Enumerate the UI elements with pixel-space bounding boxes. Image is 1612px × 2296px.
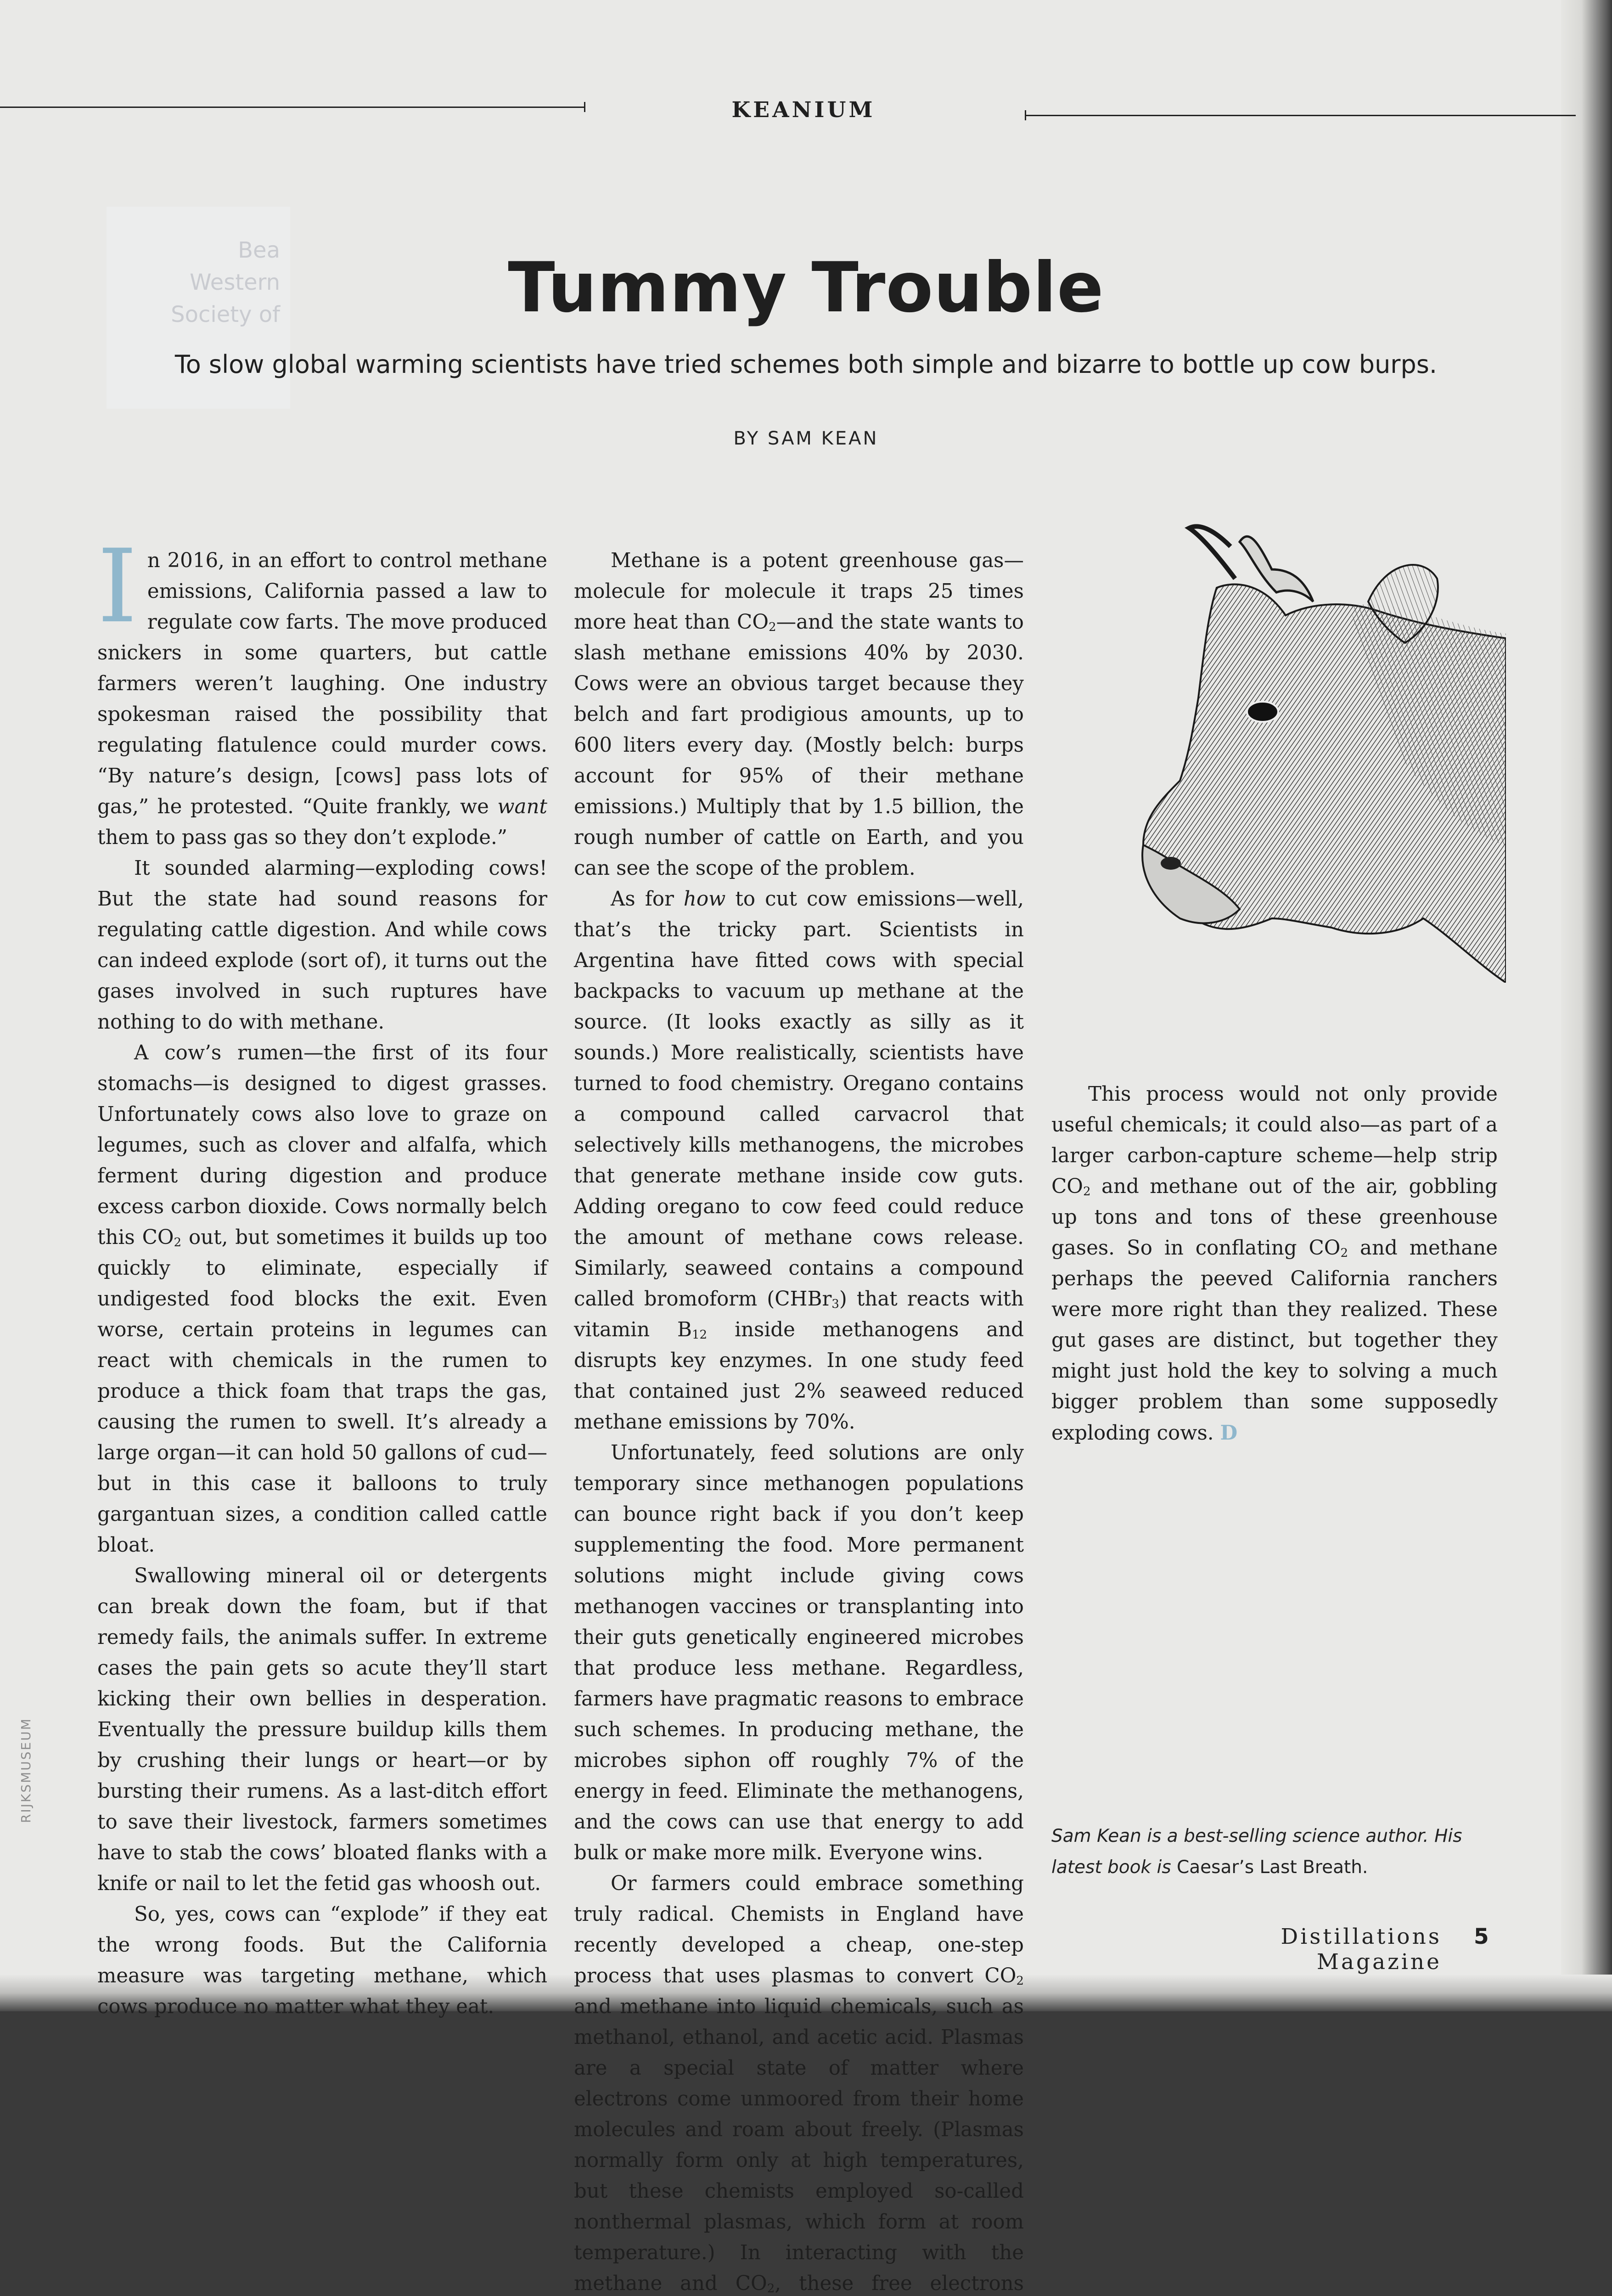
show-through-text: Bea Western Society of bbox=[171, 237, 280, 327]
header-rule-right-cap bbox=[1025, 110, 1026, 120]
paragraph-2: It sounded alarming—exploding cows! But the state had sound reasons for regulating cattle digestion. And while cows can indeed explode (sort of), it turns out the gases involved in such ruptures have nothing to do with methane. bbox=[97, 857, 547, 1034]
article-column-3 bbox=[1051, 1079, 1498, 1449]
paragraph-9: Or farmers could embrace something truly radical. Chemists in England have recently developed a cheap, one-step process that uses plasmas to convert $CO_2$ and methane into liquid chemicals, such as methanol, ethanol, and acetic acid. Plasmas are a special state of matter where electrons come unmoored from their home molecules and roam about freely. (Plasmas normally form only at high temperatures, but these chemists employed so-called nonthermal plasmas, which form at room temperature.) In interacting with the methane and $CO_2$, these free electrons bbox=[574, 1872, 1024, 2296]
cow-head bbox=[1142, 585, 1506, 983]
paragraph-6: Methane is a potent greenhouse gas—molecule for molecule it traps 25 times more heat than $CO_2—and$ the state wants to slash methane emissions 40% by 2030. Cows were an obvious target because they belch and fart prodigious amounts, up to 600 liters every day. (Mostly belch: burps account for 95% of their methane emissions.) Multiply that by 1.5 billion, the rough number of cattle on Earth, and you can see the scope of the problem. bbox=[574, 549, 1024, 880]
cow-eye bbox=[1247, 702, 1278, 722]
article-dek: To slow global warming scientists have tried schemes both simple and bizarre to bottle up cow burps. bbox=[174, 350, 1438, 379]
byline: BY SAM KEAN bbox=[733, 428, 879, 449]
paragraph-5: So, yes, cows can “explode” if they eat the wrong foods. But the California measure was targeting methane, which cows produce no matter what they eat. bbox=[97, 1903, 547, 2018]
page-number: 5 bbox=[1474, 1924, 1489, 1949]
section-label: KEANIUM bbox=[731, 97, 876, 123]
header-rule-left bbox=[0, 107, 585, 108]
paragraph-4: Swallowing mineral oil or detergents can break down the foam, but if that remedy fails, the animals suffer. In extreme cases the pain gets so acute they’ll start kicking their own bellies in desperation. Eventually the pressure buildup kills them by crushing their lungs or heart—or by bursting their rumens. As a last-ditch effort to save their livestock, farmers sometimes have to stab the cows’ bloated flanks with a knife or nail to let the fetid gas whoosh out. bbox=[97, 1564, 547, 1895]
paragraph-10: This process would not only provide useful chemicals; it could also—as part of a larger carbon-capture scheme—help strip $CO_2$ and methane out of the air, gobbling up tons and tons of these greenhouse gases. So in conflating $CO_2$ and methane perhaps the peeved California ranchers were more right than they realized. These gut gases are distinct, but together they might just hold the key to solving a much bigger problem than some supposedly exploding cows. D bbox=[1051, 1083, 1498, 1445]
paragraph-8: Unfortunately, feed solutions are only temporary since methanogen populations can bounce right back if you don’t keep supplementing the food. More permanent solutions might include giving cows methanogen vaccines or transplanting into their guts genetically engineered microbes that produce less methane. Regardless, farmers have pragmatic reasons to embrace such schemes. In producing methane, the microbes siphon off roughly 7% of the energy in feed. Eliminate the methanogens, and the cows can use that energy to add bulk or make more milk. Everyone wins. bbox=[574, 1441, 1024, 1864]
paragraph-3: A cow’s rumen—the first of its four stomachs—is designed to digest grasses. Unfortunately cows also love to graze on legumes, such as clover and alfalfa, which ferment during digestion and produce excess carbon dioxide. Cows normally belch this $CO_2$ out, but sometimes it builds up too quickly to eliminate, especially if undigested food blocks the exit. Even worse, certain proteins in legumes can react with chemicals in the rumen to produce a thick foam that traps the gas, causing the rumen to swell. It’s already a large organ—it can hold 50 gallons of cud—but in this case it balloons to truly gargantuan sizes, a condition called cattle bloat. bbox=[97, 1041, 547, 1557]
cow-horn-tip bbox=[1189, 526, 1235, 579]
article-title: Tummy Trouble bbox=[508, 248, 1104, 328]
article-column-2 bbox=[574, 546, 1024, 2296]
cow-nostril bbox=[1161, 857, 1181, 870]
paragraph-7: As for how to cut cow emissions—well, that’s the tricky part. Scientists in Argentina have fitted cows with special backpacks to vacuum up methane at the source. (It looks exactly as silly as it sounds.) More realistically, scientists have turned to food chemistry. Oregano contains a compound called carvacrol that selectively kills methanogens, the microbes that generate methane inside cow guts. Adding oregano to cow feed could reduce the amount of methane cows release. Similarly, seaweed contains a compound called bromoform (CHBr$_3$) that reacts with vitamin $B_{12}$ inside methanogens and disrupts key enzymes. In one study feed that contained just 2% seaweed reduced methane emissions by 70%. bbox=[574, 888, 1024, 1434]
article-column-1 bbox=[97, 528, 547, 2022]
book-title: Caesar’s Last Breath. bbox=[1177, 1857, 1368, 1878]
cow-illustration bbox=[1074, 523, 1506, 983]
header-rule-right bbox=[1025, 115, 1576, 116]
drop-cap: I bbox=[97, 528, 137, 645]
header-rule-left-cap bbox=[584, 102, 585, 112]
end-mark-icon: D bbox=[1220, 1421, 1238, 1445]
image-credit: RIJKSMUSEUM bbox=[18, 1717, 34, 1823]
author-bio: Sam Kean is a best-selling science author. His latest book is Caesar’s Last Breath. bbox=[1051, 1826, 1462, 1878]
paragraph-1: In 2016, in an effort to control methane emissions, California passed a law to regulate cow farts. The move produced snickers in some quarters, but cattle farmers weren’t laughing. One industry spokesman raised the possibility that regulating flatulence could murder cows. “By nature’s design, [cows] pass lots of gas,” he protested. “Quite frankly, we want them to pass gas so they don’t explode.” bbox=[97, 528, 547, 849]
magazine-name: Distillations Magazine bbox=[1281, 1924, 1442, 1975]
